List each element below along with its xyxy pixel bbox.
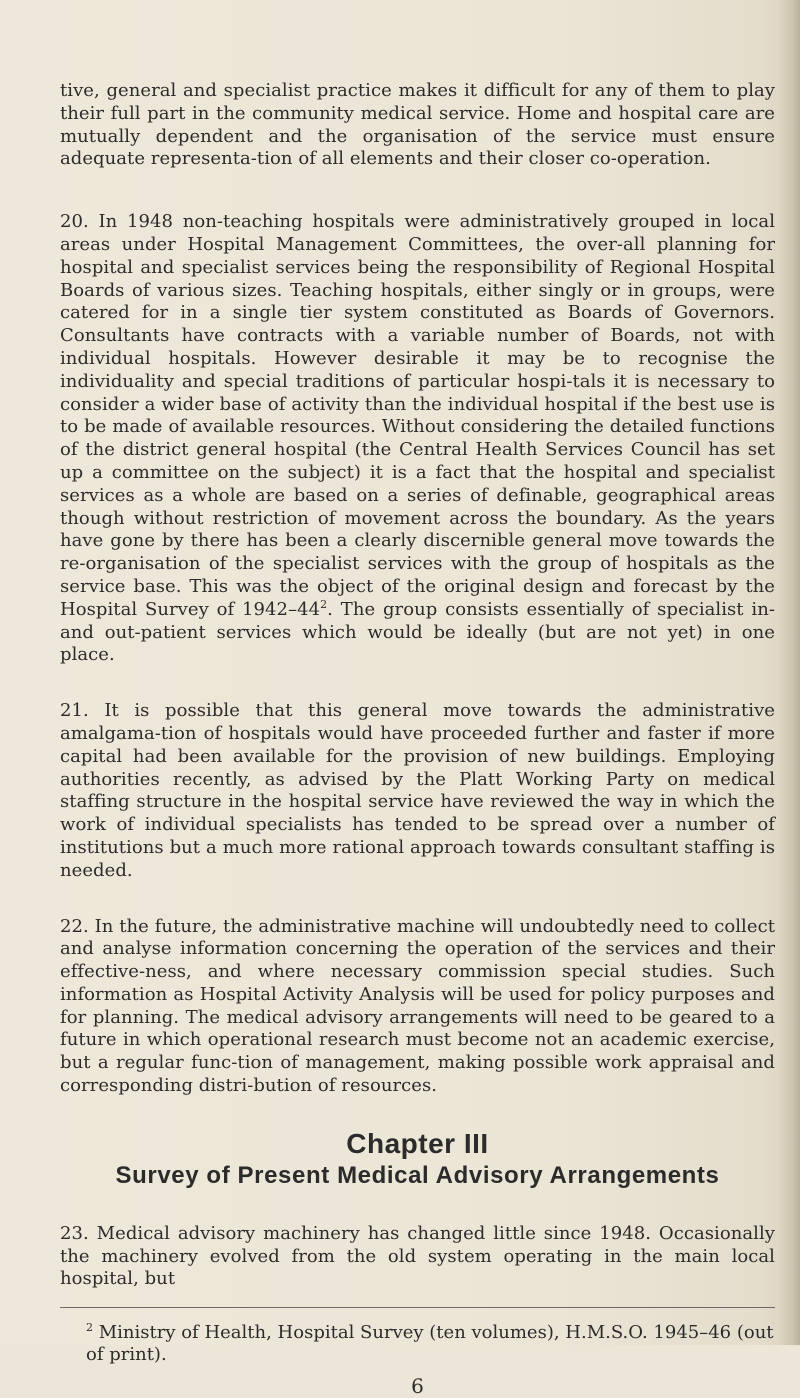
paragraph-22: 22. In the future, the administrative machine will undoubtedly need to collect and analyse information concerning the operation of the services and their effective-ness, and where necessary commission special studies. Such information as Hospital Activity Analysis will be used for policy purposes and for planning. The medical advisory arrangements will need to be geared to a future in which operational research must become not an academic exercise, but a regular func-tion of management, making possible work appraisal and corresponding distri-bution of resources. xyxy=(60,915,775,1097)
paragraph-20-text-b: . The group consists essentially of specialist in- and out-patient services which would be ideally (but are not yet) in one place. xyxy=(60,598,775,666)
chapter-title: Survey of Present Medical Advisory Arrangements xyxy=(115,1161,720,1189)
footnote xyxy=(60,1322,775,1366)
page-content xyxy=(60,80,775,1398)
footnote-text: Ministry of Health, Hospital Survey (ten volumes), H.M.S.O. 1945–46 (out of print). xyxy=(86,1322,774,1366)
paragraph-20 xyxy=(60,211,775,667)
footnote-reference: 2 xyxy=(320,597,328,611)
paragraph-21: 21. It is possible that this general move towards the administrative amalgama-tion of hospitals would have proceeded further and faster if more capital had been available for the provision of new buildings. Employing authorities recently, as advised by the Platt Working Party on medical staffing structure in the hospital service have reviewed the way in which the work of individual specialists has tended to be spread over a number of institutions but a much more rational approach towards consultant staffing is needed. xyxy=(60,700,775,881)
paragraph-20-text-a: 20. In 1948 non-teaching hospitals were administratively grouped in local areas under Hospital Management Committees, the over-all planning for hospital and specialist services being the responsibility of Regional Hospital Boards of various sizes. Teaching hospitals, either singly or in groups, were catered for in a single tier system constituted as Boards of Governors. Consultants have contracts with a variable number of Boards, not with individual hospitals. However desirable it may be to recognise the individuality and special traditions of particular hospi-tals it is necessary to consider a wider base of activity than the individual hospital if the best use is to be made of available resources. Without considering the detailed functions of the district general hospital (the Central Health Services Council has set up a committee on the subject) it is a fact that the hospital and specialist services as a whole are based on a series of definable, geographical areas though without restriction of movement across the boundary. As the years have gone by there has been a clearly discernible general move towards the re-organisation of the specialist services with the group of hospitals as the service base. This was the object of the original design and forecast by the Hospital Survey of 1942–44 xyxy=(60,211,775,620)
paragraph-continuation: tive, general and specialist practice makes it difficult for any of them to play their full part in the community medical service. Home and hospital care are mutually dependent and the organisation of the service must ensure adequate representa-tion of all elements and their closer co-operation. xyxy=(60,80,775,170)
footnote-marker: 2 xyxy=(86,1321,93,1335)
page-edge-shadow xyxy=(778,0,800,1345)
paragraph-23: 23. Medical advisory machinery has changed little since 1948. Occasionally the machinery evolved from the old system operating in the main local hospital, but xyxy=(60,1222,775,1290)
chapter-label: Chapter III xyxy=(346,1127,489,1159)
page-number: 6 xyxy=(411,1374,424,1398)
